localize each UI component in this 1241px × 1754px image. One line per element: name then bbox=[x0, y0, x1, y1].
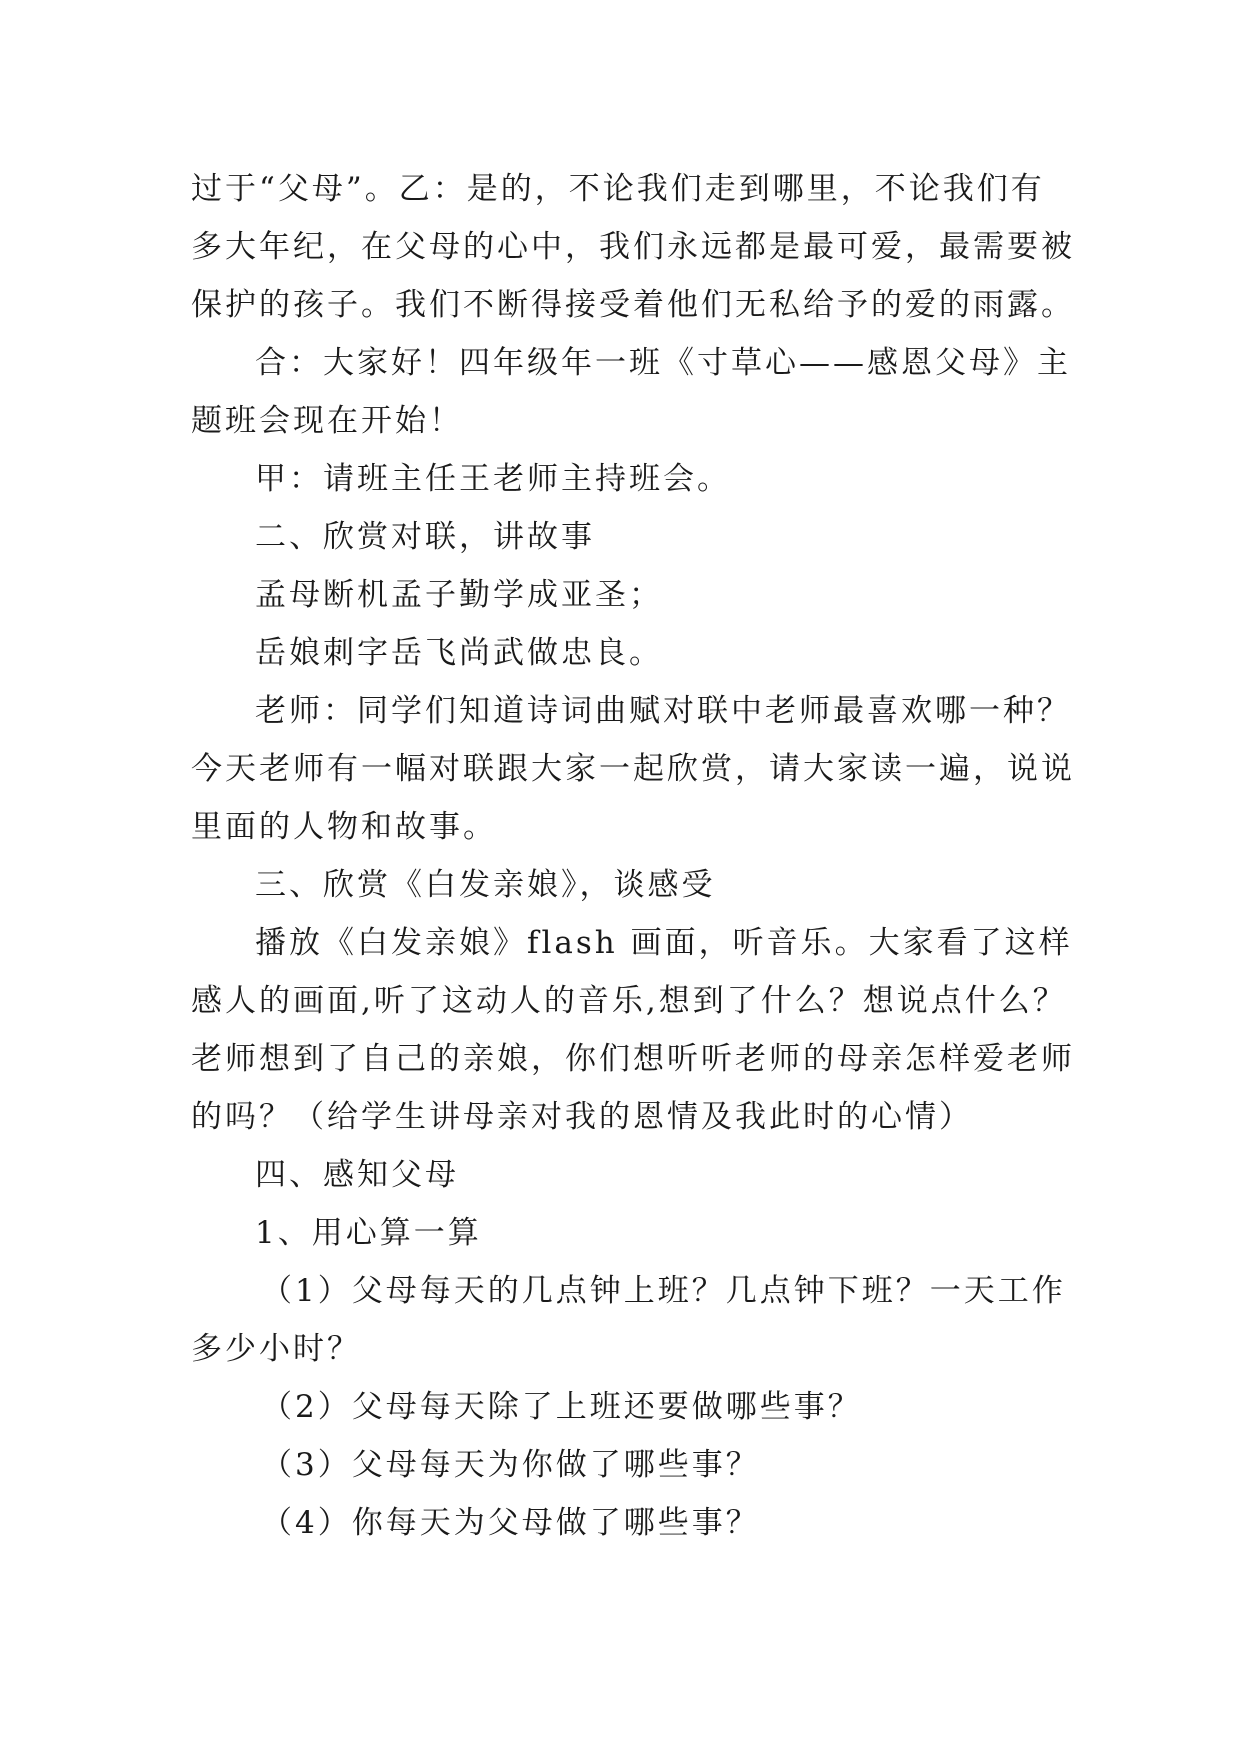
text-line: 今天老师有一幅对联跟大家一起欣赏，请大家读一遍，说说 bbox=[191, 751, 1075, 787]
text-line: 多少小时？ bbox=[191, 1331, 361, 1367]
question-item: （3）父母每天为你做了哪些事？ bbox=[261, 1447, 760, 1483]
section-heading: 二、欣赏对联，讲故事 bbox=[255, 519, 595, 555]
text-line: 多大年纪，在父母的心中，我们永远都是最可爱，最需要被 bbox=[191, 229, 1075, 265]
text-line: 甲：请班主任王老师主持班会。 bbox=[255, 461, 731, 497]
document-body bbox=[191, 160, 1075, 1552]
text-line: 的吗？（给学生讲母亲对我的恩情及我此时的心情） bbox=[191, 1099, 973, 1135]
text-line: 播放《白发亲娘》flash 画面，听音乐。大家看了这样 bbox=[255, 925, 1073, 961]
question-item: （4）你每天为父母做了哪些事？ bbox=[261, 1505, 760, 1541]
text-line: 合：大家好！四年级年一班《寸草心——感恩父母》主 bbox=[255, 345, 1071, 381]
section-heading: 三、欣赏《白发亲娘》，谈感受 bbox=[255, 867, 716, 903]
couplet-line: 岳娘刺字岳飞尚武做忠良。 bbox=[255, 635, 663, 671]
question-item: （2）父母每天除了上班还要做哪些事？ bbox=[261, 1389, 862, 1425]
text-line: 题班会现在开始！ bbox=[191, 403, 463, 439]
text-line: 里面的人物和故事。 bbox=[191, 809, 497, 845]
text-line: 老师想到了自己的亲娘，你们想听听老师的母亲怎样爱老师 bbox=[191, 1041, 1075, 1077]
question-item: （1）父母每天的几点钟上班？几点钟下班？一天工作 bbox=[261, 1273, 1066, 1309]
text-line: 保护的孩子。我们不断得接受着他们无私给予的爱的雨露。 bbox=[191, 287, 1075, 323]
couplet-line: 孟母断机孟子勤学成亚圣； bbox=[255, 577, 663, 613]
text-line: 感人的画面,听了这动人的音乐,想到了什么？想说点什么？ bbox=[191, 983, 1067, 1019]
section-heading: 四、感知父母 bbox=[255, 1157, 459, 1193]
text-line: 老师：同学们知道诗词曲赋对联中老师最喜欢哪一种？ bbox=[255, 693, 1071, 729]
text-line: 过于“父母”。乙：是的，不论我们走到哪里，不论我们有 bbox=[191, 171, 1045, 207]
subsection-heading: 1、用心算一算 bbox=[255, 1215, 482, 1251]
